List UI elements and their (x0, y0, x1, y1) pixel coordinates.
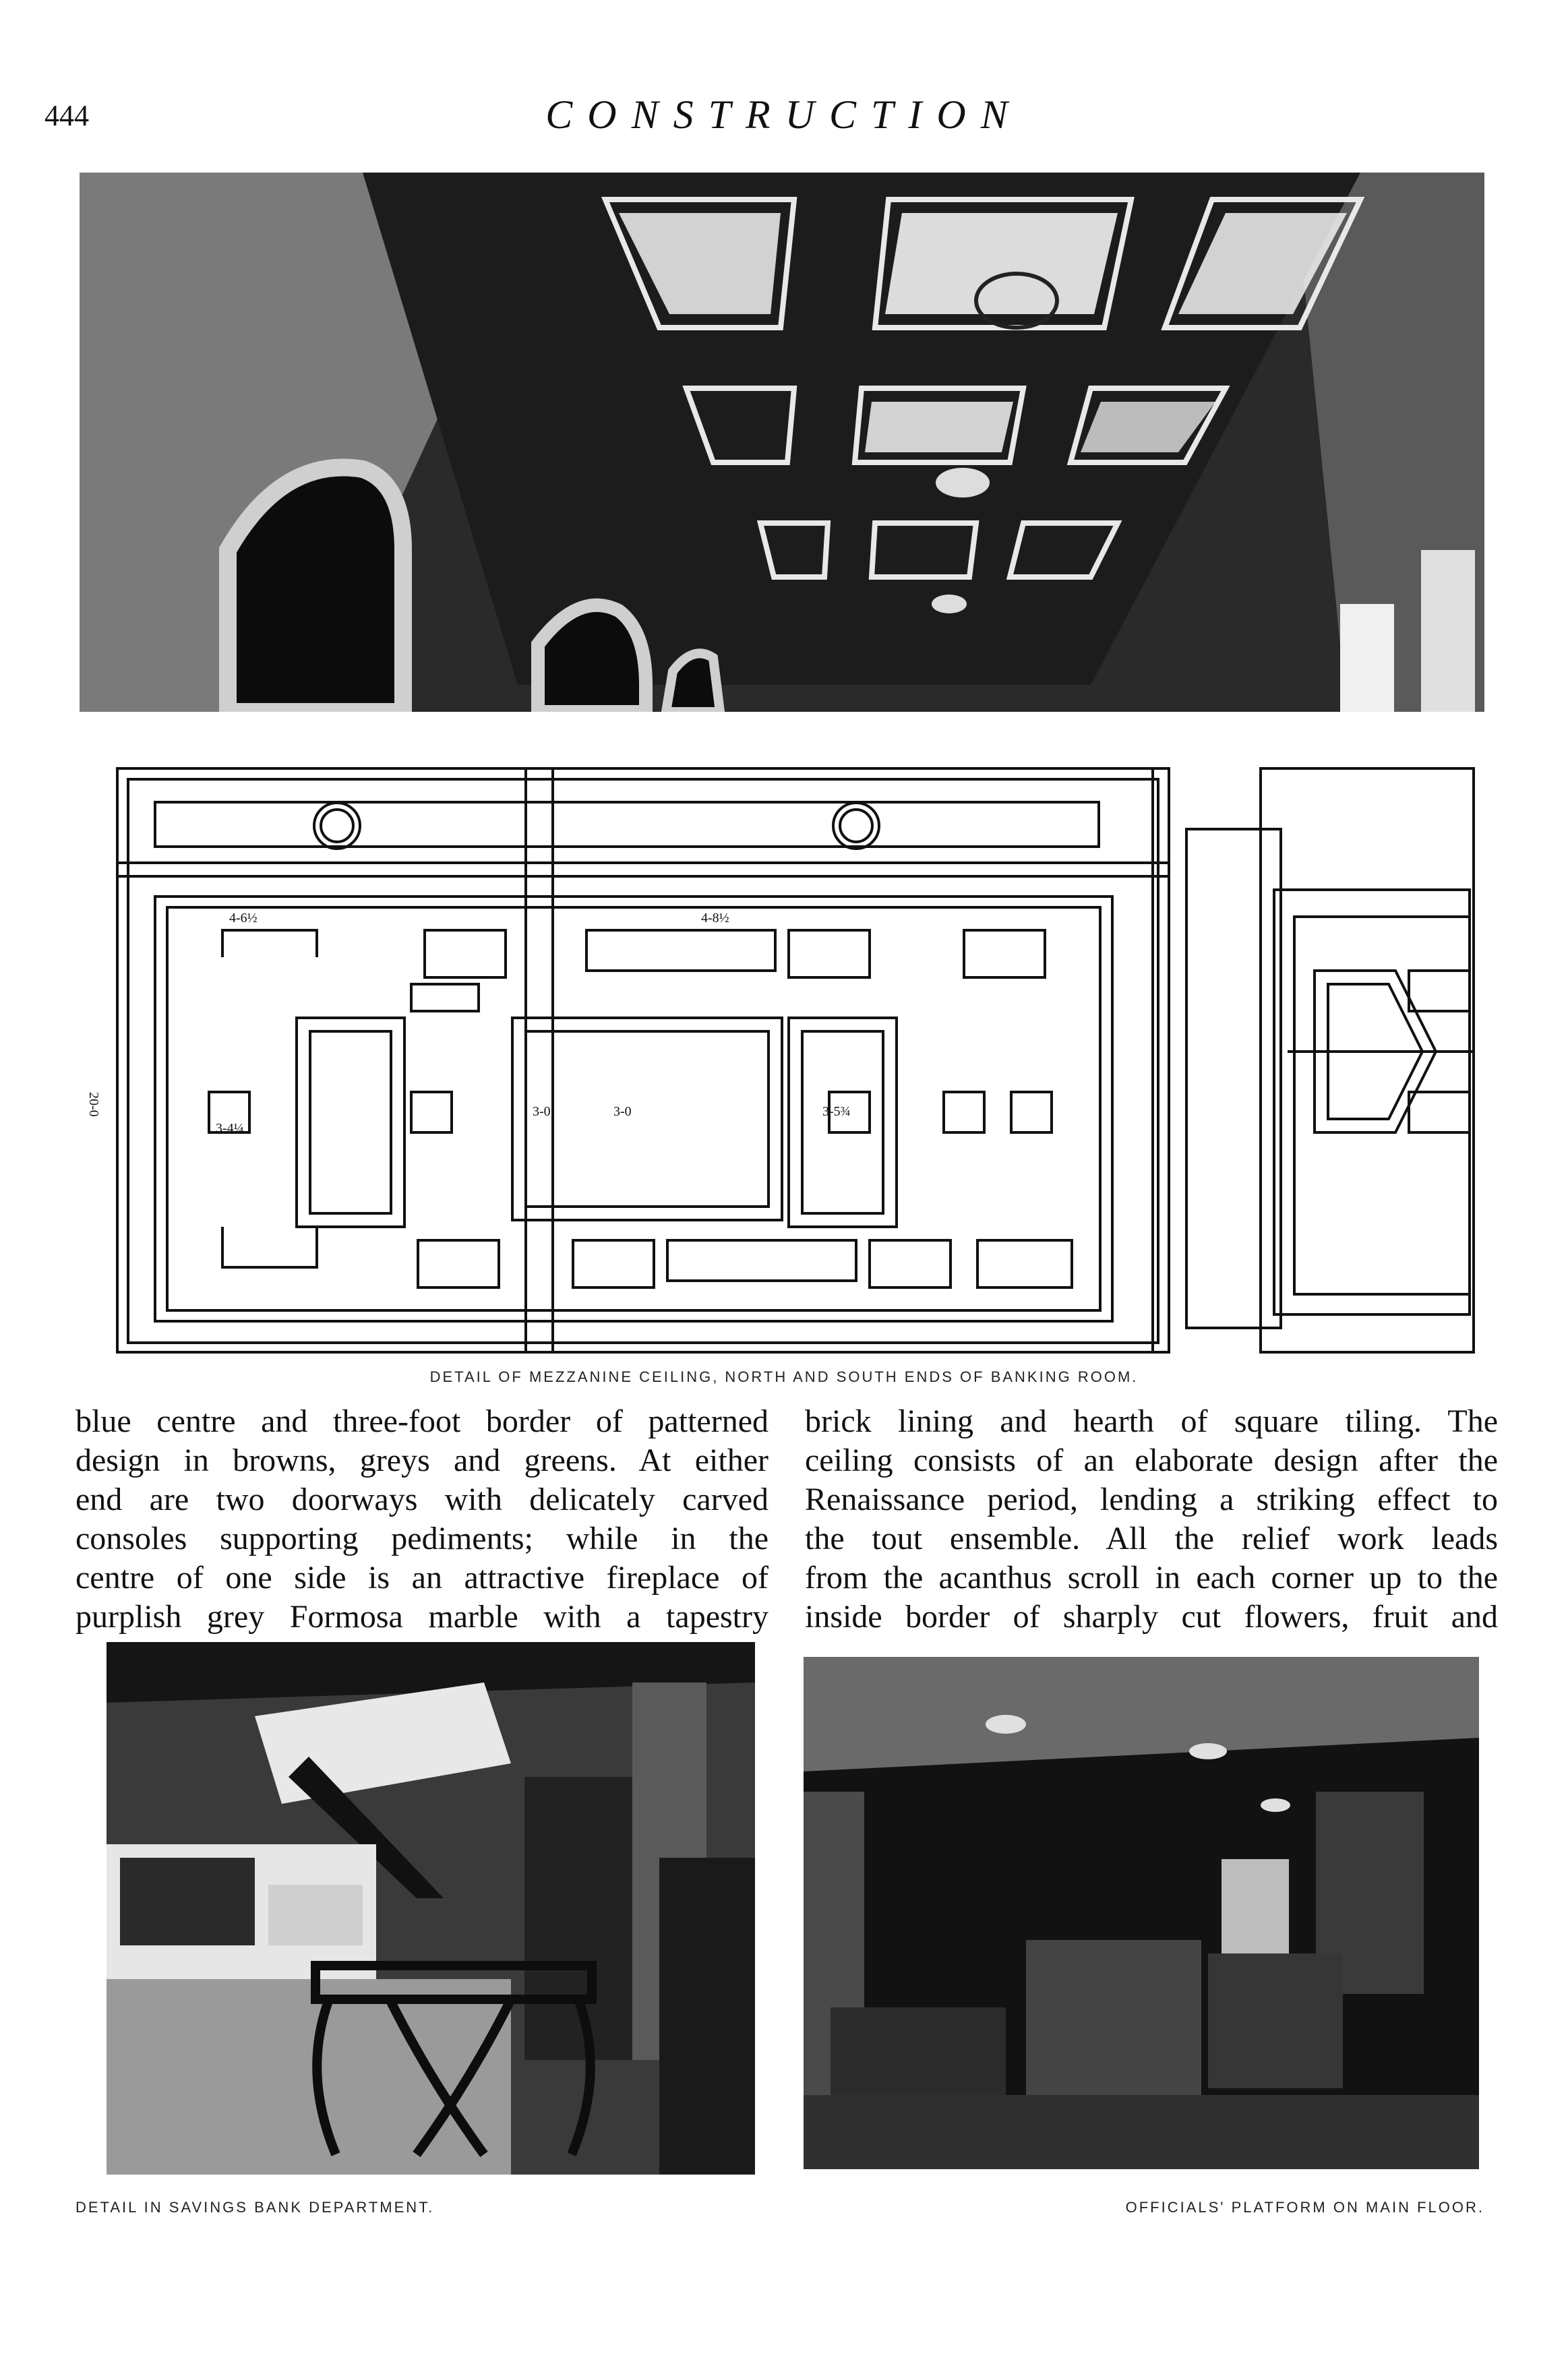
body-right-column (805, 1402, 1498, 1637)
body-left-column (76, 1402, 768, 1637)
ceiling-plan-drawing (115, 755, 1476, 1355)
body-line: consoles supporting pediments; while in the (76, 1521, 768, 1556)
running-head: CONSTRUCTION (545, 92, 1023, 137)
body-line: brick lining and hearth of square tiling. The (805, 1403, 1498, 1439)
body-line: Renaissance period, lending a striking effect to (805, 1482, 1498, 1517)
ceiling-plan-icon (115, 755, 1476, 1355)
dim-label-4: 3-0 (613, 1104, 632, 1119)
body-line: purplish grey Formosa marble with a tapestry (76, 1599, 768, 1635)
body-line: blue centre and three-foot border of patterned (76, 1403, 768, 1439)
page-number: 444 (44, 99, 89, 132)
drawing-caption: DETAIL OF MEZZANINE CEILING, NORTH AND SOUTH ENDS OF BANKING ROOM. (429, 1368, 1139, 1385)
savings-bank-caption: DETAIL IN SAVINGS BANK DEPARTMENT. (76, 2199, 435, 2216)
dim-label-1: 4-6½ (229, 911, 258, 926)
body-line: design in browns, greys and greens. At either (76, 1443, 768, 1478)
dim-label-2: 4-8½ (701, 911, 729, 926)
overall-dimension: 20-0 (86, 1092, 101, 1117)
dim-label-3: 3-0 (533, 1104, 551, 1119)
savings-bank-photo (107, 1642, 755, 2175)
officials-platform-photo-icon (804, 1657, 1479, 2169)
officials-platform-photo (804, 1657, 1479, 2169)
body-line: ceiling consists of an elaborate design after the (805, 1443, 1498, 1478)
dim-label-6: 3-4¼ (216, 1121, 244, 1136)
coffered-ceiling-icon (80, 173, 1484, 712)
coffered-ceiling-photo (80, 173, 1484, 712)
officials-platform-caption: OFFICIALS' PLATFORM ON MAIN FLOOR. (1125, 2199, 1484, 2216)
body-line: from the acanthus scroll in each corner up to the (805, 1560, 1498, 1596)
dim-label-5: 3-5¾ (822, 1104, 851, 1119)
body-line: end are two doorways with delicately carved (76, 1482, 768, 1517)
body-line: the tout ensemble. All the relief work leads (805, 1521, 1498, 1556)
body-line: inside border of sharply cut flowers, fruit and (805, 1599, 1498, 1635)
body-line: centre of one side is an attractive fireplace of (76, 1560, 768, 1596)
savings-bank-interior-photo-icon (107, 1642, 755, 2175)
